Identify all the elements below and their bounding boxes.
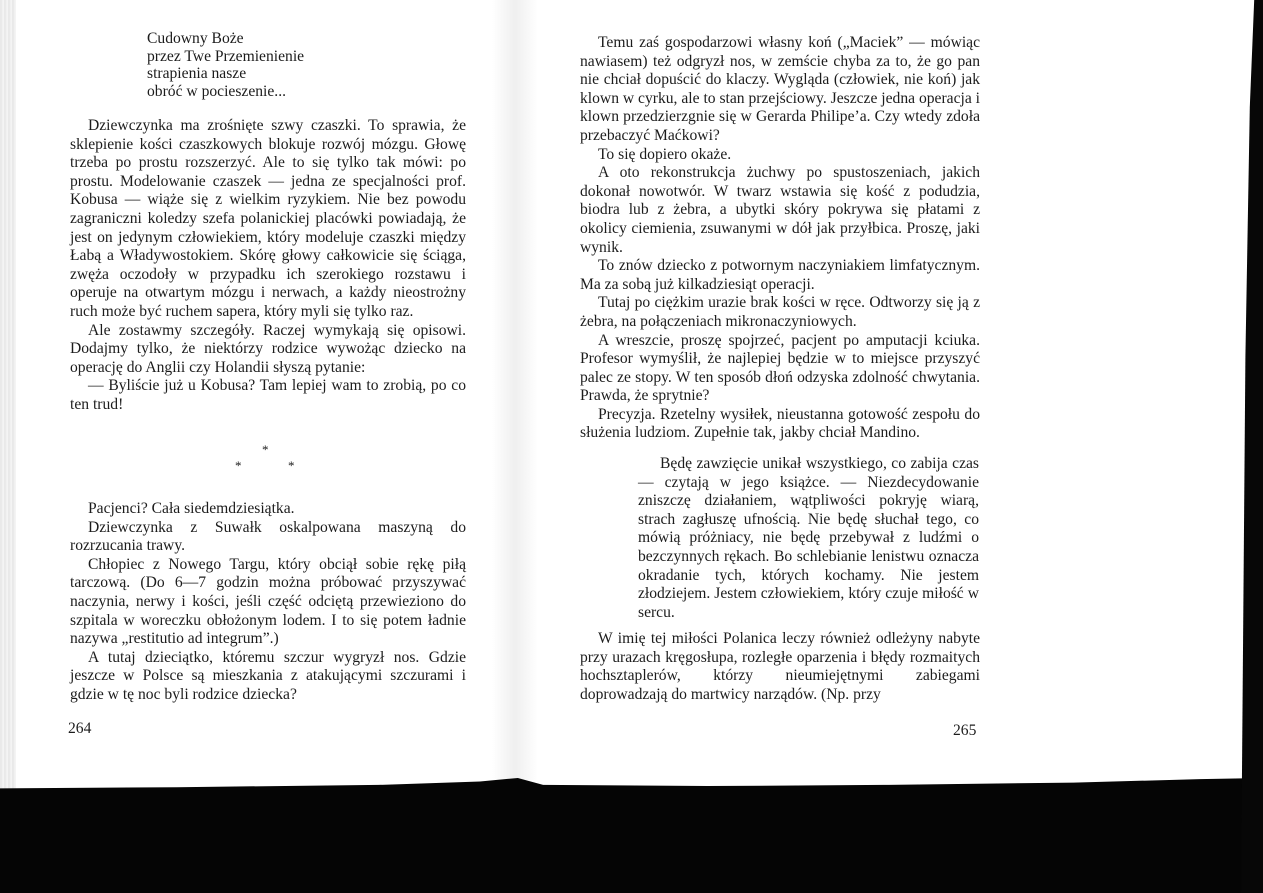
paragraph: Chłopiec z Nowego Targu, który obciął sobie rękę piłą tarczową. (Do 6—7 godzin można próbować przyszywać naczynia, nerwy i kości, jeśli część odciętą przewieziono do szpitala w woreczku obłożonym lodem. I to się potem ładnie nazywa „restitutio ad integrum”.): [70, 555, 466, 648]
poem-line: obróć w pocieszenie...: [147, 82, 286, 100]
paragraph: Ale zostawmy szczegóły. Raczej wymykają się opisowi. Dodajmy tylko, że niektórzy rodzice wywożąc dziecko na operację do Anglii czy Holandii słyszą pytanie:: [70, 321, 466, 376]
left-section-1: [70, 117, 466, 415]
left-section-2: [70, 500, 466, 705]
poem-line: Cudowny Boże: [147, 30, 244, 47]
paragraph: To znów dziecko z potwornym naczyniakiem limfatycznym. Ma za sobą już kilkadziesiąt operacji.: [580, 257, 980, 293]
block-quote: [638, 455, 979, 622]
poem: [147, 30, 304, 100]
right-section-2: [580, 630, 980, 704]
quote-paragraph: Będę zawzięcie unikał wszystkiego, co zabija czas — czytają w jego książce. — Niezdecydowanie zniszczę działaniem, wątpliwości pokryję wiarą, strach zagłuszę ufnością. Nie będę słuchał tego, co mówią próżniacy, nie będę przebywał z ludźmi o bezczynnych rękach. Bo schlebianie lenistwu oznacza okradanie tych, których kochamy. Nie jestem złodziejem. Jestem człowiekiem, który czuje miłość w sercu.: [638, 455, 979, 621]
paragraph: A tutaj dzieciątko, któremu szczur wygryzł nos. Gdzie jeszcze w Polsce są mieszkania z atakującymi szczurami i gdzie w tę noc byli rodzice dziecka?: [70, 648, 466, 703]
paragraph: Dziewczynka z Suwałk oskalpowana maszyną do rozrzucania trawy.: [70, 518, 466, 555]
paragraph: Pacjenci? Cała siedemdziesiątka.: [88, 500, 295, 517]
scan-background-bottom: [0, 778, 1263, 893]
paragraph: Tutaj po ciężkim urazie brak kości w ręce. Odtworzy się ją z żebra, na połączeniach mikronaczyniowych.: [580, 294, 980, 330]
paragraph: W imię tej miłości Polanica leczy również odleżyny nabyte przy urazach kręgosłupa, rozległe oparzenia i błędy rozmaitych hochsztaplerów, którzy nieumiejętnymi zabiegami doprowadzają do martwicy narządów. (Np. przy: [580, 630, 980, 703]
poem-line: przez Twe Przemienienie: [147, 47, 305, 65]
paragraph: A wreszcie, proszę spojrzeć, pacjent po amputacji kciuka. Profesor wymyślił, że najlepiej będzie w to miejsce przyszyć palec ze stopy. W ten sposób dłoń odzyska zdolność chwytania. Prawda, że sprytnie?: [580, 331, 980, 405]
asterisk: *: [235, 458, 242, 473]
page-number-left: 264: [68, 720, 92, 737]
asterisk: *: [262, 442, 269, 457]
paragraph: Temu zaś gospodarzowi własny koń („Maciek” — mówiąc nawiasem) też odgryzł nos, w zemście chyba za to, że go pan nie chciał dopuścić do klaczy. Wygląda (człowiek, nie koń) jak klown w cyrku, ale to stan przejściowy. Jeszcze jedna operacja i klown przedzierzgnie się w Gerarda Philipe’a. Czy wtedy zdoła przebaczyć Maćkowi?: [580, 34, 980, 144]
right-section-1: [580, 34, 980, 443]
asterisk: *: [288, 458, 295, 473]
paragraph: — Byliście już u Kobusa? Tam lepiej wam to zrobią, po co ten trud!: [70, 377, 466, 413]
page-number-right: 265: [953, 722, 977, 739]
page-stack-edge: [0, 0, 16, 893]
section-separator: [230, 442, 305, 474]
poem-line: strapienia nasze: [147, 65, 247, 83]
paragraph: To się dopiero okaże.: [598, 145, 732, 163]
paragraph: A oto rekonstrukcja żuchwy po spustoszeniach, jakich dokonał nowotwór. W twarz wstawia się kość z podudzia, biodra lub z żebra, a ubytki skóry pokrywa się płatami z okolicy ciemienia, zsuwanymi w dół jak przyłbica. Proszę, jaki wynik.: [580, 164, 980, 256]
paragraph: Precyzja. Rzetelny wysiłek, nieustanna gotowość zespołu do służenia ludziom. Zupełnie tak, jakby chciał Mandino.: [580, 405, 980, 442]
book-gutter: [492, 0, 538, 780]
paragraph: Dziewczynka ma zrośnięte szwy czaszki. To sprawia, że sklepienie kości czaszkowych blokuje rozwój mózgu. Głowę trzeba po prostu rozszerzyć. Ale to się tylko tak mówi: po prostu. Modelowanie czaszek — jedna ze specjalności prof. Kobusa — wiąże się z wielkim ryzykiem. Nie bez powodu zagraniczni koledzy szefa polanickiej placówki powiadają, że jest on jedynym człowiekiem, który modeluje czaszki między Łabą a Władywostokiem. Skórę głowy całkowicie się ściąga, zwęża oczodoły w przypadku ich szerokiego rozstawu i operuje na otwartym mózgu i nerwach, a każdy nieostrożny ruch może być ruchem sapera, który myli się tylko raz.: [70, 117, 466, 320]
